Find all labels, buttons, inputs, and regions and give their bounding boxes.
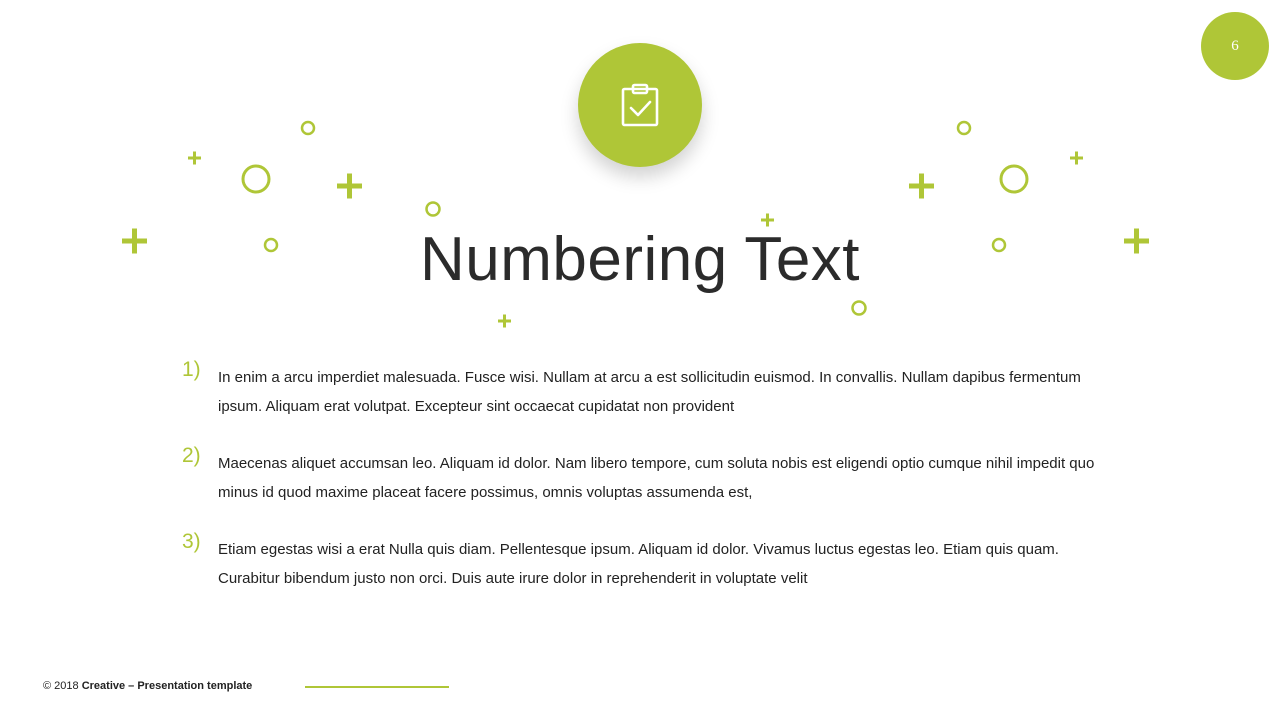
- decor-circle: [265, 239, 277, 251]
- footer-copyright: © 2018: [43, 680, 79, 692]
- decor-plus: [1070, 152, 1083, 165]
- footer-divider: [305, 686, 449, 688]
- footer-caption: [43, 680, 252, 692]
- list-item-text: Maecenas aliquet accumsan leo. Aliquam id dolor. Nam libero tempore, cum soluta nobis est eligendi optio cumque nihil impedit quo minus id quod maxime placeat facere possimus, omnis voluptas assumenda est,: [218, 455, 1095, 501]
- decor-circle: [853, 302, 866, 315]
- decor-circle: [1001, 166, 1027, 192]
- decor-plus: [122, 229, 147, 254]
- clipboard-check-icon: [620, 83, 660, 127]
- list-item-number: 3): [182, 530, 201, 553]
- page-number: 6: [1231, 37, 1239, 54]
- decor-circle: [958, 122, 970, 134]
- footer-brand: Creative – Presentation template: [81, 680, 253, 692]
- decor-circle: [302, 122, 314, 134]
- list-item-number: 2): [182, 444, 201, 467]
- list-item-number: 1): [182, 358, 201, 381]
- hero-icon-badge: [578, 43, 702, 167]
- page-title: Numbering Text: [419, 225, 861, 294]
- decor-plus: [498, 315, 511, 328]
- decor-plus: [337, 174, 362, 199]
- decor-plus: [1124, 229, 1149, 254]
- decor-plus: [188, 152, 201, 165]
- list-item-text: Etiam egestas wisi a erat Nulla quis diam. Pellentesque ipsum. Aliquam id dolor. Vivamus luctus egestas leo. Etiam quis quam. Curabitur bibendum justo non orci. Duis aute irure dolor in reprehenderit in voluptate velit: [218, 541, 1059, 587]
- decor-circle: [243, 166, 269, 192]
- page-number-badge: [1201, 12, 1269, 80]
- decor-circle: [993, 239, 1005, 251]
- decor-plus: [909, 174, 934, 199]
- decor-circle: [427, 203, 440, 216]
- list-item-text: In enim a arcu imperdiet malesuada. Fusce wisi. Nullam at arcu a est sollicitudin euismod. In convallis. Nullam dapibus fermentum ipsum. Aliquam erat volutpat. Excepteur sint occaecat cupidatat non provident: [218, 369, 1081, 415]
